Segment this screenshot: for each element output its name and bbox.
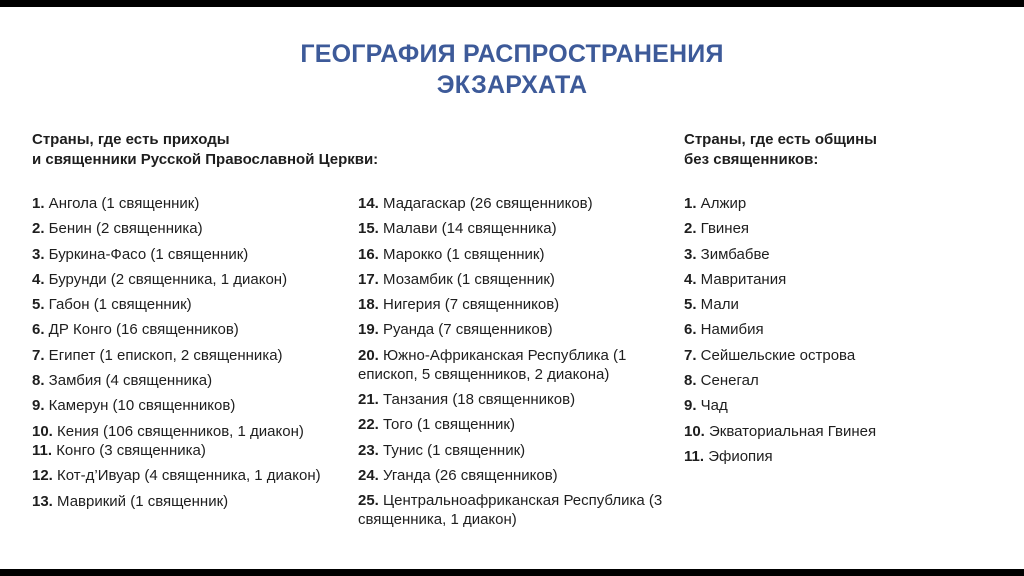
list-item [684, 194, 1004, 213]
item-text: Малави (14 священника) [378, 220, 557, 238]
item-number: 13. [32, 492, 53, 510]
item-text: Буркина-Фасо (1 священник) [44, 245, 249, 263]
title-line-2: ЭКЗАРХАТА [436, 71, 588, 99]
list-item [32, 492, 350, 511]
item-number: 24. [358, 466, 379, 484]
list-item [684, 295, 1004, 314]
heading-without-priests [684, 130, 877, 170]
item-number: 2. [32, 220, 45, 238]
list-item [358, 194, 668, 213]
heading-without-priests-line-2: без священников: [684, 151, 819, 168]
list-item [684, 422, 1004, 441]
item-number: 8. [684, 372, 697, 390]
item-number: 16. [358, 245, 379, 263]
list-item [684, 447, 1004, 466]
list-item [358, 219, 668, 238]
item-text: Гвинея [696, 220, 750, 238]
item-number: 6. [32, 321, 45, 339]
list-item [684, 346, 1004, 365]
list-item [358, 390, 668, 409]
list-item [32, 466, 350, 485]
item-text: Чад [696, 397, 728, 415]
list-item [684, 371, 1004, 390]
item-number: 8. [32, 372, 45, 390]
item-text: Танзания (18 священников) [378, 391, 576, 409]
item-number: 17. [358, 270, 379, 288]
list-item [358, 320, 668, 339]
list-item [32, 422, 350, 441]
item-number: 18. [358, 296, 379, 314]
item-text: Алжир [696, 195, 747, 212]
item-text: Маврикий (1 священник) [52, 492, 229, 510]
item-text: Конго (3 священника) [52, 442, 206, 460]
item-number: 3. [32, 245, 45, 263]
item-text: Мозамбик (1 священник) [378, 270, 555, 288]
item-text: Намибия [696, 321, 764, 339]
item-number: 10. [32, 422, 53, 440]
list-item [358, 491, 668, 529]
item-number: 9. [32, 397, 45, 415]
item-text: Марокко (1 священник) [378, 245, 545, 263]
item-text: Мадагаскар (26 священников) [378, 195, 593, 212]
item-number: 14. [358, 195, 379, 212]
item-text: Габон (1 священник) [44, 296, 192, 314]
item-number: 5. [684, 296, 697, 314]
item-text: Уганда (26 священников) [378, 466, 558, 484]
list-item [358, 245, 668, 264]
item-text: Сейшельские острова [696, 346, 856, 364]
item-text: Тунис (1 священник) [378, 441, 526, 459]
item-text: Ангола (1 священник) [44, 195, 200, 212]
list-item [32, 371, 350, 390]
item-number: 7. [684, 346, 697, 364]
item-number: 22. [358, 416, 379, 434]
item-number: 11. [684, 447, 705, 465]
item-text: Египет (1 епископ, 2 священника) [44, 346, 283, 364]
heading-with-priests [32, 130, 378, 170]
item-number: 11. [32, 442, 53, 460]
item-text: Мавритания [696, 270, 787, 288]
item-text: Того (1 священник) [378, 416, 515, 434]
with-priests-list-col-2 [358, 194, 668, 536]
item-number: 3. [684, 245, 697, 263]
list-item [32, 441, 350, 460]
list-item [358, 270, 668, 289]
list-item [32, 194, 350, 213]
list-item [32, 219, 350, 238]
title-line-1: ГЕОГРАФИЯ РАСПРОСТРАНЕНИЯ [300, 40, 724, 68]
item-text: Мали [696, 296, 739, 314]
item-text: Бурунди (2 священника, 1 диакон) [44, 270, 288, 288]
list-item [684, 245, 1004, 264]
item-text: Экваториальная Гвинея [704, 422, 877, 440]
list-item [358, 346, 668, 384]
heading-without-priests-line-1: Страны, где есть общины [684, 131, 877, 148]
without-priests-list [684, 194, 1004, 472]
item-text: Зимбабве [696, 245, 770, 263]
item-number: 9. [684, 397, 697, 415]
item-text: Кот-д’Ивуар (4 священника, 1 диакон) [52, 467, 321, 485]
item-number: 7. [32, 346, 45, 364]
list-item [32, 295, 350, 314]
list-item [358, 415, 668, 434]
item-number: 5. [32, 296, 45, 314]
item-number: 10. [684, 422, 705, 440]
list-item [32, 270, 350, 289]
slide-title [0, 39, 1024, 101]
item-number: 25. [358, 492, 379, 510]
list-item [32, 396, 350, 415]
item-number: 4. [684, 270, 697, 288]
item-number: 21. [358, 391, 379, 409]
list-item [684, 219, 1004, 238]
item-number: 1. [684, 195, 697, 212]
list-item [358, 295, 668, 314]
item-number: 20. [358, 346, 379, 364]
item-text: Замбия (4 священника) [44, 372, 213, 390]
item-text: Сенегал [696, 372, 759, 390]
heading-with-priests-line-2: и священники Русской Православной Церкви: [32, 151, 379, 168]
item-number: 23. [358, 441, 379, 459]
list-item [32, 346, 350, 365]
item-text: ДР Конго (16 священников) [44, 321, 239, 339]
heading-with-priests-line-1: Страны, где есть приходы [32, 131, 230, 148]
with-priests-list-col-1 [32, 194, 350, 517]
list-item [684, 320, 1004, 339]
list-item [684, 270, 1004, 289]
item-text: Камерун (10 священников) [44, 397, 236, 415]
slide [0, 7, 1024, 569]
item-text: Нигерия (7 священников) [378, 296, 560, 314]
item-number: 1. [32, 195, 45, 212]
item-number: 19. [358, 321, 379, 339]
item-number: 2. [684, 220, 697, 238]
item-text: Эфиопия [704, 447, 773, 465]
item-number: 15. [358, 220, 379, 238]
item-number: 4. [32, 270, 45, 288]
item-number: 12. [32, 467, 53, 485]
item-text: Руанда (7 священников) [378, 321, 553, 339]
list-item [32, 320, 350, 339]
list-item [358, 466, 668, 485]
list-item [684, 396, 1004, 415]
list-item [32, 245, 350, 264]
item-text: Кения (106 священников, 1 диакон) [52, 422, 304, 440]
item-text: Бенин (2 священника) [44, 220, 203, 238]
item-text: Южно-Африканская Республика (1 епископ, 5 священников, 2 диакона) [358, 346, 627, 383]
item-number: 6. [684, 321, 697, 339]
item-text: Центральноафриканская Республика (3 священника, 1 диакон) [358, 492, 663, 529]
list-item [358, 441, 668, 460]
